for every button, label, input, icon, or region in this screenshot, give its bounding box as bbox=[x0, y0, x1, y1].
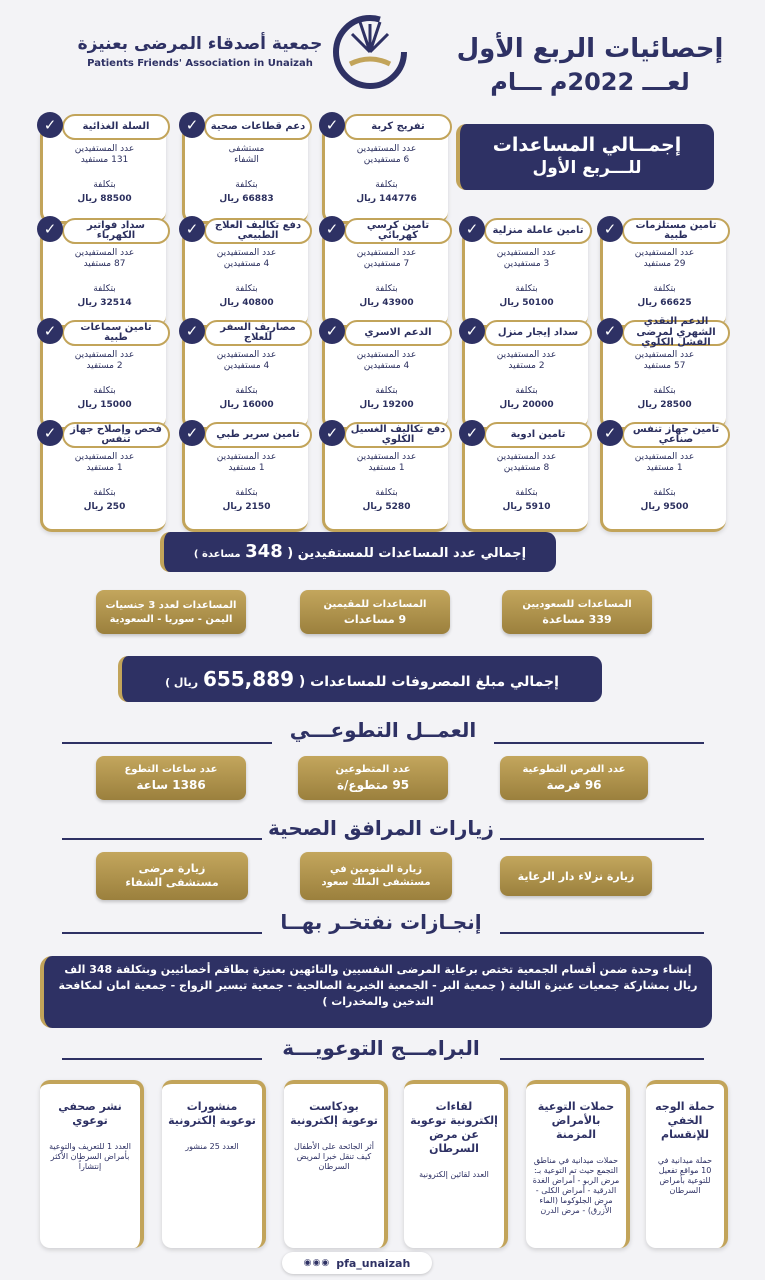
aid-card-label: عدد المستفيدين bbox=[74, 350, 135, 360]
total-beneficiaries-number: 348 bbox=[245, 541, 283, 562]
aid-card-cost-label: بتكلفة bbox=[515, 284, 538, 294]
program-title: لقاءات إلكترونية توعوية عن مرض السرطان bbox=[410, 1100, 498, 1155]
aid-card-count: 4 مستفيدين bbox=[223, 361, 270, 371]
aid-card-count: 8 مستفيدين bbox=[503, 463, 550, 473]
aid-card bbox=[600, 423, 726, 532]
aid-card-count: 29 مستفيد bbox=[643, 259, 686, 269]
visit-label: زيارة المنومين في مستشفى الملك سعود bbox=[321, 864, 431, 888]
aid-card-cost-label: بتكلفة bbox=[375, 488, 398, 498]
aid-card-title: تامين سماعات طبية bbox=[62, 320, 170, 346]
aid-card-label: عدد المستفيدين bbox=[216, 350, 277, 360]
check-icon: ✓ bbox=[597, 216, 623, 242]
org-name-ar: جمعية أصدقاء المرضى بعنيزة bbox=[77, 34, 323, 54]
program-title: بودكاست توعوية إلكترونية bbox=[290, 1100, 378, 1127]
achievements-heading: إنجـازات نفتخـر بهــا bbox=[280, 910, 482, 934]
aid-card-title: تامين ادوية bbox=[484, 422, 592, 448]
aid-card-count: 3 مستفيدين bbox=[503, 259, 550, 269]
aid-card-cost-label: بتكلفة bbox=[375, 386, 398, 396]
check-icon: ✓ bbox=[179, 420, 205, 446]
program-desc: العدد لقائين إلكترونية bbox=[419, 1170, 489, 1179]
aid-card bbox=[322, 423, 448, 532]
aid-card-cost: 28500 ريال bbox=[637, 400, 692, 410]
divider bbox=[500, 1058, 704, 1060]
title-line-2: لعـــ 2022م ـــام bbox=[490, 68, 690, 96]
org-logo bbox=[330, 12, 410, 92]
aid-card-cost: 16000 ريال bbox=[219, 400, 274, 410]
divider bbox=[500, 932, 704, 934]
visits-heading: زيارات المرافق الصحية bbox=[268, 816, 494, 840]
aid-card-title: سداد فواتير الكهرباء bbox=[62, 218, 170, 244]
main-title bbox=[440, 34, 740, 96]
breakdown-residents-label: المساعدات للمقيمين bbox=[323, 598, 427, 610]
volunteer-label: عدد الفرص التطوعية bbox=[522, 764, 626, 775]
visit-label: زيارة مرضى مستشفى الشفاء bbox=[125, 862, 219, 889]
aid-card-label: مستشفى bbox=[228, 144, 265, 154]
aid-card-cost: 144776 ريال bbox=[356, 194, 417, 204]
aid-card-beneficiaries bbox=[611, 350, 718, 372]
aid-card-label: عدد المستفيدين bbox=[356, 452, 417, 462]
total-spent-number: 655,889 bbox=[202, 667, 295, 691]
check-icon: ✓ bbox=[179, 216, 205, 242]
check-icon: ✓ bbox=[319, 112, 345, 138]
aid-card-cost: 2150 ريال bbox=[222, 502, 271, 512]
program-desc: حملة ميدانية في 10 مواقع تفعيل للتوعية بأمراض السرطان bbox=[657, 1156, 713, 1195]
aid-card-beneficiaries bbox=[473, 350, 580, 372]
breakdown-nationalities bbox=[96, 590, 246, 634]
divider bbox=[62, 932, 262, 934]
divider bbox=[500, 838, 704, 840]
aid-card-label: عدد المستفيدين bbox=[356, 350, 417, 360]
aid-card bbox=[600, 219, 726, 328]
breakdown-nationalities-label: المساعدات لعدد 3 جنسيات bbox=[105, 599, 237, 611]
check-icon: ✓ bbox=[597, 318, 623, 344]
aid-card-beneficiaries bbox=[193, 452, 300, 474]
aid-card-cost-label: بتكلفة bbox=[375, 284, 398, 294]
aid-card-cost-label: بتكلفة bbox=[653, 284, 676, 294]
program-card bbox=[284, 1080, 388, 1248]
aid-card-count: 6 مستفيدين bbox=[363, 155, 410, 165]
program-desc: أثر الجائحة على الأطفال كيف تنقل خبرا لمريض السرطان bbox=[294, 1142, 374, 1171]
aid-card-title: دفع تكاليف العلاج الطبيعي bbox=[204, 218, 312, 244]
aid-card bbox=[182, 116, 308, 224]
program-desc: العدد 25 منشور bbox=[185, 1142, 239, 1151]
aid-card-count: 1 مستفيد bbox=[368, 463, 405, 473]
breakdown-residents bbox=[300, 590, 450, 634]
aid-card bbox=[322, 219, 448, 328]
aid-card-beneficiaries bbox=[333, 248, 440, 270]
quarter-total-box bbox=[456, 124, 714, 190]
aid-card-label: عدد المستفيدين bbox=[74, 248, 135, 258]
aid-card-cost-label: بتكلفة bbox=[235, 180, 258, 190]
program-card bbox=[646, 1080, 728, 1248]
divider bbox=[62, 838, 262, 840]
aid-card-count: 1 مستفيد bbox=[646, 463, 683, 473]
footer-handle: pfa_unaizah bbox=[336, 1256, 411, 1270]
program-card bbox=[404, 1080, 508, 1248]
aid-card-title: تامين مستلزمات طبية bbox=[622, 218, 730, 244]
check-icon: ✓ bbox=[319, 318, 345, 344]
aid-card-cost-label: بتكلفة bbox=[93, 180, 116, 190]
check-icon: ✓ bbox=[37, 112, 63, 138]
breakdown-saudis bbox=[502, 590, 652, 634]
aid-card bbox=[182, 321, 308, 430]
aid-card bbox=[322, 322, 448, 430]
check-icon: ✓ bbox=[319, 420, 345, 446]
visit-king-saud bbox=[300, 852, 452, 900]
volunteer-label: عدد ساعات التطوع bbox=[124, 764, 218, 775]
aid-card-label: عدد المستفيدين bbox=[74, 144, 135, 154]
aid-card-beneficiaries bbox=[51, 350, 158, 372]
aid-card-cost: 5910 ريال bbox=[502, 502, 551, 512]
volunteer-value: 96 فرصة bbox=[546, 778, 602, 792]
visit-shifa bbox=[96, 852, 248, 900]
aid-card bbox=[322, 116, 448, 224]
aid-card-title: مصاريف السفر للعلاج bbox=[204, 320, 312, 346]
check-icon: ✓ bbox=[459, 420, 485, 446]
aid-card-beneficiaries bbox=[193, 144, 300, 166]
aid-card-beneficiaries bbox=[611, 248, 718, 270]
breakdown-nationalities-value: اليمن - سوريا - السعودية bbox=[109, 613, 233, 625]
program-card bbox=[162, 1080, 266, 1248]
achievement-text: إنشاء وحدة ضمن أقسام الجمعية تختص برعاية المرضى النفسيين والتائهين بعنيزة بطاقم أخصائيين وبتكلفة 348 الف ريال بمشاركة جمعيات عنيزة التالية ( جمعية البر - الجمعية الخيرية الصالحية - جمعية تيسير الزواج - جمعية امان لمكافحة التدخين والمخدرات ) bbox=[58, 963, 698, 1008]
program-card bbox=[40, 1080, 144, 1248]
program-desc: حملات ميدانية في مناطق التجمع حيث تم التوعية بـ: مرض الربو - أمراض الغدة الدرقية - أمراض الكلى - مرض الجلوكوما (الماء الأزرق) - مرض الدرن bbox=[532, 1156, 620, 1215]
breakdown-saudis-label: المساعدات للسعوديين bbox=[522, 598, 632, 610]
aid-card-beneficiaries bbox=[611, 452, 718, 474]
aid-card-label: عدد المستفيدين bbox=[496, 452, 557, 462]
volunteer-heading: العمــل التطوعـــي bbox=[289, 718, 477, 742]
aid-card bbox=[40, 219, 166, 328]
aid-card-cost: 20000 ريال bbox=[499, 400, 554, 410]
aid-card-label: عدد المستفيدين bbox=[634, 248, 695, 258]
aid-card-label: عدد المستفيدين bbox=[496, 350, 557, 360]
title-line-1: إحصائيات الربع الأول bbox=[456, 34, 724, 64]
aid-card-beneficiaries bbox=[333, 144, 440, 166]
total-beneficiaries-box bbox=[160, 532, 556, 572]
aid-card-label: عدد المستفيدين bbox=[216, 452, 277, 462]
aid-card-title: تامين كرسي كهربائي bbox=[344, 218, 452, 244]
volunteer-value: 1386 ساعة bbox=[136, 778, 206, 792]
total-spent-box bbox=[118, 656, 602, 702]
aid-card bbox=[182, 219, 308, 328]
program-desc: العدد 1 للتعريف والتوعية بأمراض السرطان الأكثر إنتشاراً bbox=[49, 1142, 131, 1171]
aid-card-count: 4 مستفيدين bbox=[223, 259, 270, 269]
aid-card bbox=[600, 316, 726, 430]
aid-card bbox=[182, 424, 308, 532]
visit-care-home bbox=[500, 856, 652, 896]
quarter-total-line-1: إجمــالي المساعدات bbox=[492, 134, 682, 156]
aid-card-cost-label: بتكلفة bbox=[235, 386, 258, 396]
aid-card bbox=[462, 322, 588, 430]
aid-card-beneficiaries bbox=[51, 248, 158, 270]
aid-card-count: 7 مستفيدين bbox=[363, 259, 410, 269]
aid-card-title: دعم قطاعات صحية bbox=[204, 114, 312, 140]
aid-card-beneficiaries bbox=[193, 248, 300, 270]
aid-card-beneficiaries bbox=[51, 452, 158, 474]
aid-card-cost-label: بتكلفة bbox=[375, 180, 398, 190]
check-icon: ✓ bbox=[459, 216, 485, 242]
aid-card bbox=[462, 220, 588, 328]
quarter-total-line-2: للـــربع الأول bbox=[532, 158, 642, 178]
social-icons: ◉◉◉ bbox=[303, 1258, 331, 1268]
aid-card-cost-label: بتكلفة bbox=[93, 284, 116, 294]
total-spent-unit: ريال ) bbox=[165, 676, 199, 689]
aid-card-cost: 19200 ريال bbox=[359, 400, 414, 410]
aid-card-count: 4 مستفيدين bbox=[363, 361, 410, 371]
aid-card-cost-label: بتكلفة bbox=[515, 488, 538, 498]
aid-card-cost: 66883 ريال bbox=[219, 194, 274, 204]
program-title: نشر صحفي توعوي bbox=[58, 1100, 122, 1127]
aid-card-cost: 5280 ريال bbox=[362, 502, 411, 512]
aid-card-title: تفريج كربة bbox=[344, 114, 452, 140]
aid-card-cost: 43900 ريال bbox=[359, 298, 414, 308]
footer-social[interactable] bbox=[282, 1252, 432, 1274]
aid-card bbox=[40, 321, 166, 430]
aid-card-label: عدد المستفيدين bbox=[356, 144, 417, 154]
aid-card-count: 57 مستفيد bbox=[643, 361, 686, 371]
aid-card-label: عدد المستفيدين bbox=[634, 452, 695, 462]
divider bbox=[62, 1058, 262, 1060]
aid-card-cost-label: بتكلفة bbox=[235, 284, 258, 294]
program-card bbox=[526, 1080, 630, 1248]
aid-card-cost-label: بتكلفة bbox=[653, 488, 676, 498]
aid-card-cost-label: بتكلفة bbox=[235, 488, 258, 498]
aid-card-title: دفع تكاليف الغسيل الكلوي bbox=[344, 422, 452, 448]
check-icon: ✓ bbox=[37, 420, 63, 446]
aid-card-title: تامين عاملة منزلية bbox=[484, 218, 592, 244]
aid-card-count: 1 مستفيد bbox=[86, 463, 123, 473]
aid-card-cost: 32514 ريال bbox=[77, 298, 132, 308]
achievement-box bbox=[40, 956, 712, 1028]
aid-card-count: الشفاء bbox=[234, 155, 259, 165]
check-icon: ✓ bbox=[597, 420, 623, 446]
volunteer-label: عدد المتطوعين bbox=[335, 764, 411, 775]
breakdown-saudis-value: 339 مساعدة bbox=[542, 612, 612, 626]
divider bbox=[494, 742, 704, 744]
aid-card-count: 87 مستفيد bbox=[83, 259, 126, 269]
aid-card-count: 131 مستفيد bbox=[80, 155, 129, 165]
aid-card-cost: 40800 ريال bbox=[219, 298, 274, 308]
aid-card-beneficiaries bbox=[473, 248, 580, 270]
aid-card-label: عدد المستفيدين bbox=[216, 248, 277, 258]
program-title: منشورات توعوية إلكترونية bbox=[168, 1100, 256, 1127]
aid-card bbox=[40, 423, 166, 532]
check-icon: ✓ bbox=[179, 318, 205, 344]
aid-card bbox=[462, 424, 588, 532]
programs-heading: البرامـــج التوعويـــة bbox=[282, 1036, 480, 1060]
aid-card-cost-label: بتكلفة bbox=[93, 386, 116, 396]
aid-card-title: سداد إيجار منزل bbox=[484, 320, 592, 346]
aid-card-cost: 250 ريال bbox=[83, 502, 126, 512]
check-icon: ✓ bbox=[459, 318, 485, 344]
volunteer-value: 95 متطوع/ة bbox=[336, 778, 410, 792]
aid-card-cost-label: بتكلفة bbox=[515, 386, 538, 396]
aid-card-label: عدد المستفيدين bbox=[356, 248, 417, 258]
aid-card-title: الدعم النقدي الشهري لمرضى الفشل الكلوي bbox=[622, 320, 730, 346]
aid-card-cost: 9500 ريال bbox=[640, 502, 689, 512]
total-beneficiaries-unit: مساعدة ) bbox=[193, 549, 241, 560]
volunteer-opportunities bbox=[500, 756, 648, 800]
aid-card-count: 2 مستفيد bbox=[86, 361, 123, 371]
aid-card-cost-label: بتكلفة bbox=[93, 488, 116, 498]
check-icon: ✓ bbox=[179, 112, 205, 138]
aid-card-count: 1 مستفيد bbox=[228, 463, 265, 473]
total-beneficiaries-text: إجمالي عدد المساعدات للمستفيدين ( bbox=[287, 546, 527, 561]
aid-card-beneficiaries bbox=[333, 350, 440, 372]
program-title: حملة الوجه الخفي للإنقسام bbox=[655, 1100, 715, 1141]
aid-card-cost: 50100 ريال bbox=[499, 298, 554, 308]
org-name bbox=[70, 34, 330, 69]
aid-card-label: عدد المستفيدين bbox=[496, 248, 557, 258]
visit-label: زيارة نزلاء دار الرعاية bbox=[517, 869, 635, 883]
aid-card-title: فحص وإصلاح جهاز تنفس bbox=[62, 422, 170, 448]
aid-card-cost: 15000 ريال bbox=[77, 400, 132, 410]
volunteer-count bbox=[298, 756, 448, 800]
aid-card-beneficiaries bbox=[193, 350, 300, 372]
aid-card-beneficiaries bbox=[333, 452, 440, 474]
org-name-en: Patients Friends' Association in Unaizah bbox=[87, 58, 313, 69]
total-spent-text: إجمالي مبلغ المصروفات للمساعدات ( bbox=[298, 674, 559, 690]
aid-card-label: عدد المستفيدين bbox=[634, 350, 695, 360]
volunteer-hours bbox=[96, 756, 246, 800]
aid-card-beneficiaries bbox=[473, 452, 580, 474]
divider bbox=[62, 742, 272, 744]
check-icon: ✓ bbox=[319, 216, 345, 242]
aid-card-title: الدعم الاسري bbox=[344, 320, 452, 346]
aid-card-cost: 88500 ريال bbox=[77, 194, 132, 204]
aid-card bbox=[40, 116, 166, 224]
aid-card-title: تامين سرير طبي bbox=[204, 422, 312, 448]
aid-card-cost-label: بتكلفة bbox=[653, 386, 676, 396]
aid-card-count: 2 مستفيد bbox=[508, 361, 545, 371]
aid-card-title: السلة الغذائية bbox=[62, 114, 170, 140]
check-icon: ✓ bbox=[37, 216, 63, 242]
check-icon: ✓ bbox=[37, 318, 63, 344]
aid-card-beneficiaries bbox=[51, 144, 158, 166]
aid-card-label: عدد المستفيدين bbox=[74, 452, 135, 462]
program-title: حملات التوعية بالأمراض المزمنة bbox=[537, 1100, 615, 1141]
aid-card-cost: 66625 ريال bbox=[637, 298, 692, 308]
breakdown-residents-value: 9 مساعدات bbox=[343, 612, 407, 626]
aid-card-title: تامين جهاز تنفس صناعي bbox=[622, 422, 730, 448]
